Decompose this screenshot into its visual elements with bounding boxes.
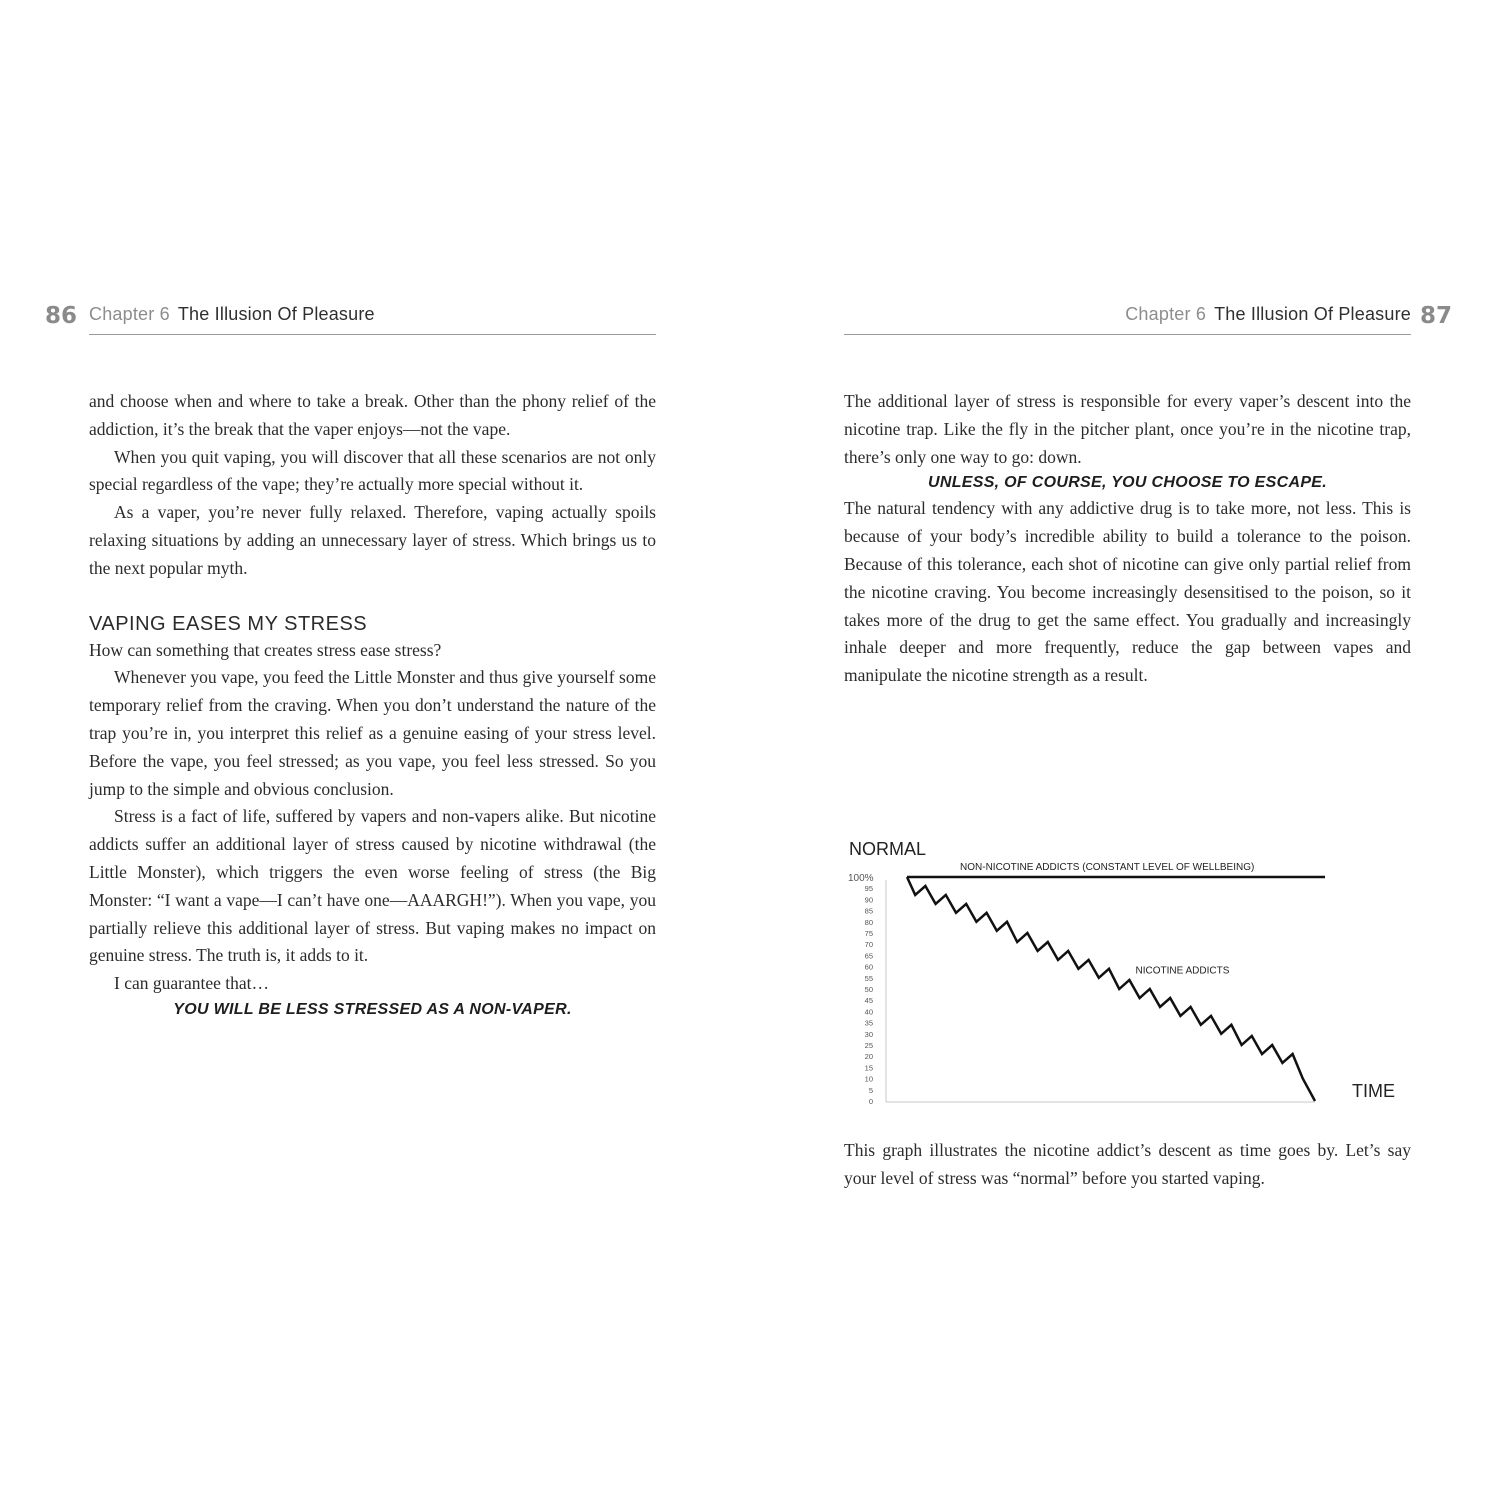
y-tick-label: 30: [864, 1029, 873, 1039]
paragraph: As a vaper, you’re never fully relaxed. Therefore, vaping actually spoils relaxing situations by adding an unnecessary layer of stress. Which brings us to the next popular myth.: [89, 502, 656, 578]
paragraph: Stress is a fact of life, suffered by vapers and non-vapers alike. But nicotine addicts suffer an additional layer of stress caused by nicotine withdrawal (the Little Monster), which triggers the even worse feeling of stress (the Big Monster: “I want a vape—I can’t have one—AAARGH!”). When you vape, you partially relieve this additional layer of stress. But vaping makes no impact on genuine stress. The truth is, it adds to it.: [89, 806, 656, 966]
paragraph: The natural tendency with any addictive drug is to take more, not less. This is because of your body’s incredible ability to build a tolerance to the poison. Because of this tolerance, each shot of nicotine can give only partial relief from the nicotine craving. You become increasingly desensitised to the poison, so it takes more of the drug to get the same effect. You gradually and increasingly inhale deeper and more frequently, reduce the gap between vapes and manipulate the nicotine strength as a result.: [844, 498, 1411, 686]
y-tick-label: 25: [864, 1041, 873, 1050]
running-head: [844, 304, 1411, 335]
y-tick-label: 0: [868, 1097, 873, 1106]
y-tick-label: 50: [864, 985, 873, 994]
chart-caption: This graph illustrates the nicotine addict’s descent as time goes by. Let’s say your level of stress was “normal” before you started vaping.: [844, 1140, 1411, 1188]
y-tick-label: 10: [864, 1074, 873, 1084]
running-head-chapter: Chapter 6: [89, 304, 170, 324]
running-head-chapter: Chapter 6: [1125, 304, 1207, 324]
y-tick-label: 65: [864, 951, 873, 961]
y-tick-label: 75: [864, 929, 873, 938]
y-tick-label: 5: [868, 1085, 873, 1095]
y-tick-label: 90: [864, 895, 873, 905]
paragraph: Whenever you vape, you feed the Little Monster and thus give yourself some temporary relief from the craving. When you don’t understand the nature of the trap you’re in, you interpret this relief as a genuine easing of your stress level. Before the vape, you feel stressed; as you vape, you feel less stressed. So you jump to the simple and obvious conclusion.: [89, 667, 656, 799]
y-tick-label: 80: [864, 917, 873, 927]
stress-chart: [845, 832, 1425, 1112]
paragraph: When you quit vaping, you will discover that all these scenarios are not only special regardless of the vape; they’re actually more special without it.: [89, 446, 656, 495]
emphasis-statement: YOU WILL BE LESS STRESSED AS A NON-VAPER.: [173, 1000, 572, 1018]
series-label-addicts: NICOTINE ADDICTS: [1135, 965, 1230, 977]
chart-top-label: NORMAL: [849, 839, 927, 859]
emphasis-statement: UNLESS, OF COURSE, YOU CHOOSE TO ESCAPE.: [927, 474, 1328, 492]
series-line-addicts: [907, 877, 1315, 1101]
y-tick-label: 55: [864, 973, 873, 983]
body-text: [89, 388, 656, 1022]
paragraph: I can guarantee that…: [114, 973, 269, 994]
running-head-title: The Illusion Of Pleasure: [177, 304, 375, 324]
paragraph: How can something that creates stress ease stress?: [89, 639, 442, 660]
paragraph: The additional layer of stress is responsible for every vaper’s descent into the nicotine trap. Like the fly in the pitcher plant, once you’re in the nicotine trap, there’s only one way to go: down.: [844, 391, 1411, 467]
running-head-title: The Illusion Of Pleasure: [1214, 304, 1411, 324]
paragraph: and choose when and where to take a break. Other than the phony relief of the addiction, it’s the break that the vaper enjoys—not the vape.: [89, 391, 656, 439]
y-tick-label: 40: [864, 1007, 873, 1017]
y-tick-label: 95: [864, 884, 873, 894]
running-head: [89, 304, 656, 335]
y-tick-label: 45: [864, 996, 873, 1006]
y-tick-label: 15: [864, 1063, 873, 1073]
y-tick-label: 20: [864, 1052, 873, 1062]
y-tick-label: 35: [864, 1018, 873, 1028]
series-label-non-addicts: NON-NICOTINE ADDICTS (CONSTANT LEVEL OF WELLBEING): [960, 862, 1255, 873]
y-tick-label: 85: [864, 906, 873, 916]
y-tick-label: 60: [864, 962, 873, 972]
y-tick-label: 70: [864, 940, 873, 950]
page-number: 87: [1420, 303, 1453, 329]
body-text: [844, 388, 1411, 690]
section-heading: VAPING EASES MY STRESS: [89, 612, 368, 635]
page-number: 86: [45, 303, 78, 329]
chart-x-axis-label: TIME: [1352, 1081, 1395, 1101]
right-page: [750, 0, 1500, 1500]
y-tick-label: 100%: [848, 873, 874, 884]
